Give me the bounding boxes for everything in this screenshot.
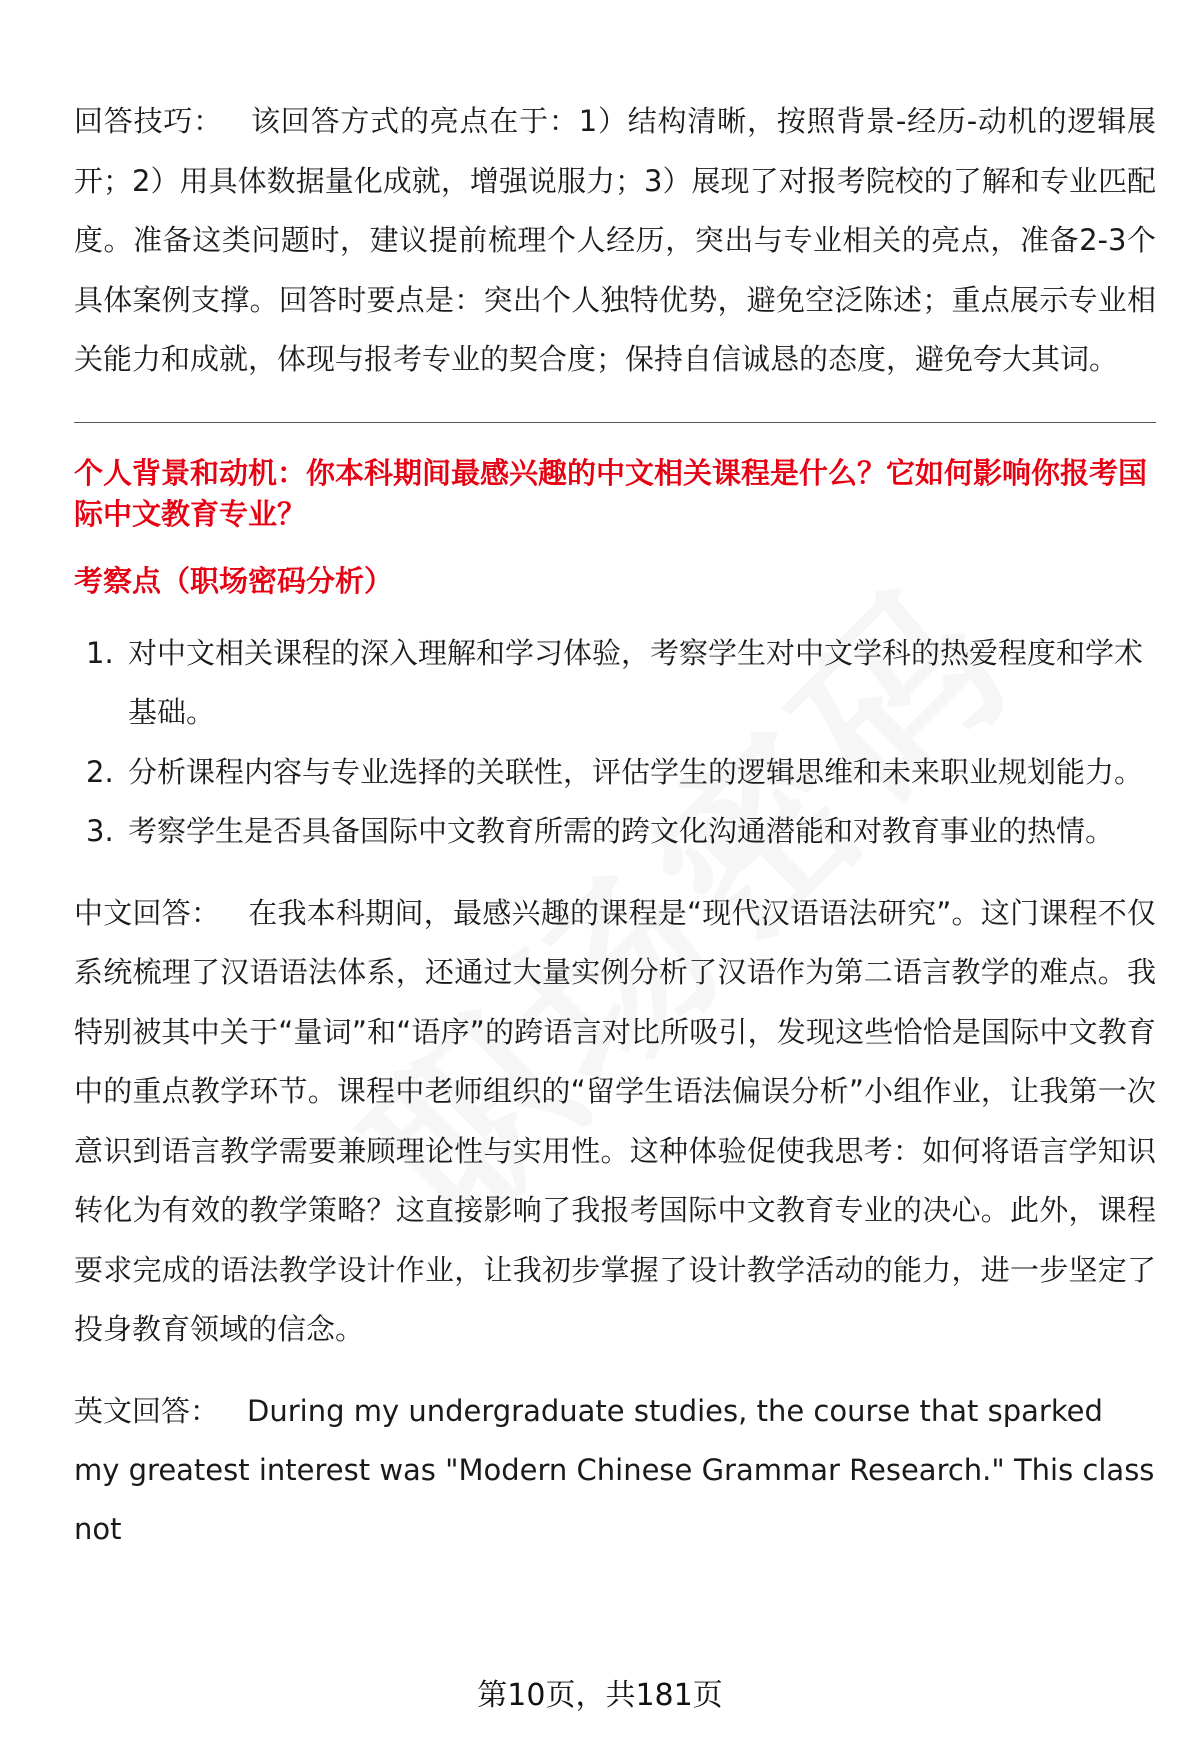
section-divider <box>74 422 1156 423</box>
question-title: 个人背景和动机：你本科期间最感兴趣的中文相关课程是什么？它如何影响你报考国际中文教育专业？ <box>74 455 1148 531</box>
page-number-footer: 第10页，共181页 <box>477 1678 723 1713</box>
assessment-points-heading: 考察点（职场密码分析） <box>74 563 394 598</box>
chinese-answer-text: 在我本科期间，最感兴趣的课程是“现代汉语语法研究”。这门课程不仅系统梳理了汉语语法体系，还通过大量实例分析了汉语作为第二语言教学的难点。我特别被其中关于“量词”和“语序”的跨语言对比所吸引，发现这些恰恰是国际中文教育中的重点教学环节。课程中老师组织的“留学生语法偏误分析”小组作业，让我第一次意识到语言教学需要兼顾理论性与实用性。这种体验促使我思考：如何将语言学知识转化为有效的教学策略？这直接影响了我报考国际中文教育专业的决心。此外，课程要求完成的语法教学设计作业，让我初步掌握了设计教学活动的能力，进一步坚定了投身教育领域的信念。 <box>74 895 1156 1346</box>
english-answer-label: 英文回答： <box>74 1393 220 1428</box>
document-page <box>74 92 1156 1559</box>
list-item-text: 考察学生是否具备国际中文教育所需的跨文化沟通潜能和对教育事业的热情。 <box>128 814 1115 848</box>
list-item-number: 2. <box>86 754 114 789</box>
english-answer-paragraph <box>74 1382 1156 1559</box>
assessment-points-list <box>74 624 1156 862</box>
english-answer-text: During my undergraduate studies, the course that sparked my greatest interest was "Modern Chinese Grammar Research." This class not <box>74 1393 1155 1546</box>
answer-tips-paragraph <box>74 92 1156 390</box>
answer-tips-label: 回答技巧： <box>74 104 223 138</box>
list-item-text: 分析课程内容与专业选择的关联性，评估学生的逻辑思维和未来职业规划能力。 <box>128 754 1144 789</box>
spacer <box>74 1360 1156 1382</box>
list-item <box>74 743 1156 803</box>
spacer <box>74 862 1156 884</box>
list-item-text: 对中文相关课程的深入理解和学习体验，考察学生对中文学科的热爱程度和学术基础。 <box>128 635 1144 729</box>
answer-tips-text: 该回答方式的亮点在于：1）结构清晰，按照背景-经历-动机的逻辑展开；2）用具体数据量化成就，增强说服力；3）展现了对报考院校的了解和专业匹配度。准备这类问题时，建议提前梳理个人经历，突出与专业相关的亮点，准备2-3个具体案例支撑。回答时要点是：突出个人独特优势，避免空泛陈述；重点展示专业相关能力和成就，体现与报考专业的契合度；保持自信诚恳的态度，避免夸大其词。 <box>74 104 1156 376</box>
chinese-answer-paragraph <box>74 884 1156 1360</box>
list-item <box>74 802 1156 862</box>
chinese-answer-label: 中文回答： <box>74 895 221 930</box>
list-item-number: 3. <box>86 814 114 848</box>
list-item-number: 1. <box>86 635 114 670</box>
list-item <box>74 624 1156 743</box>
